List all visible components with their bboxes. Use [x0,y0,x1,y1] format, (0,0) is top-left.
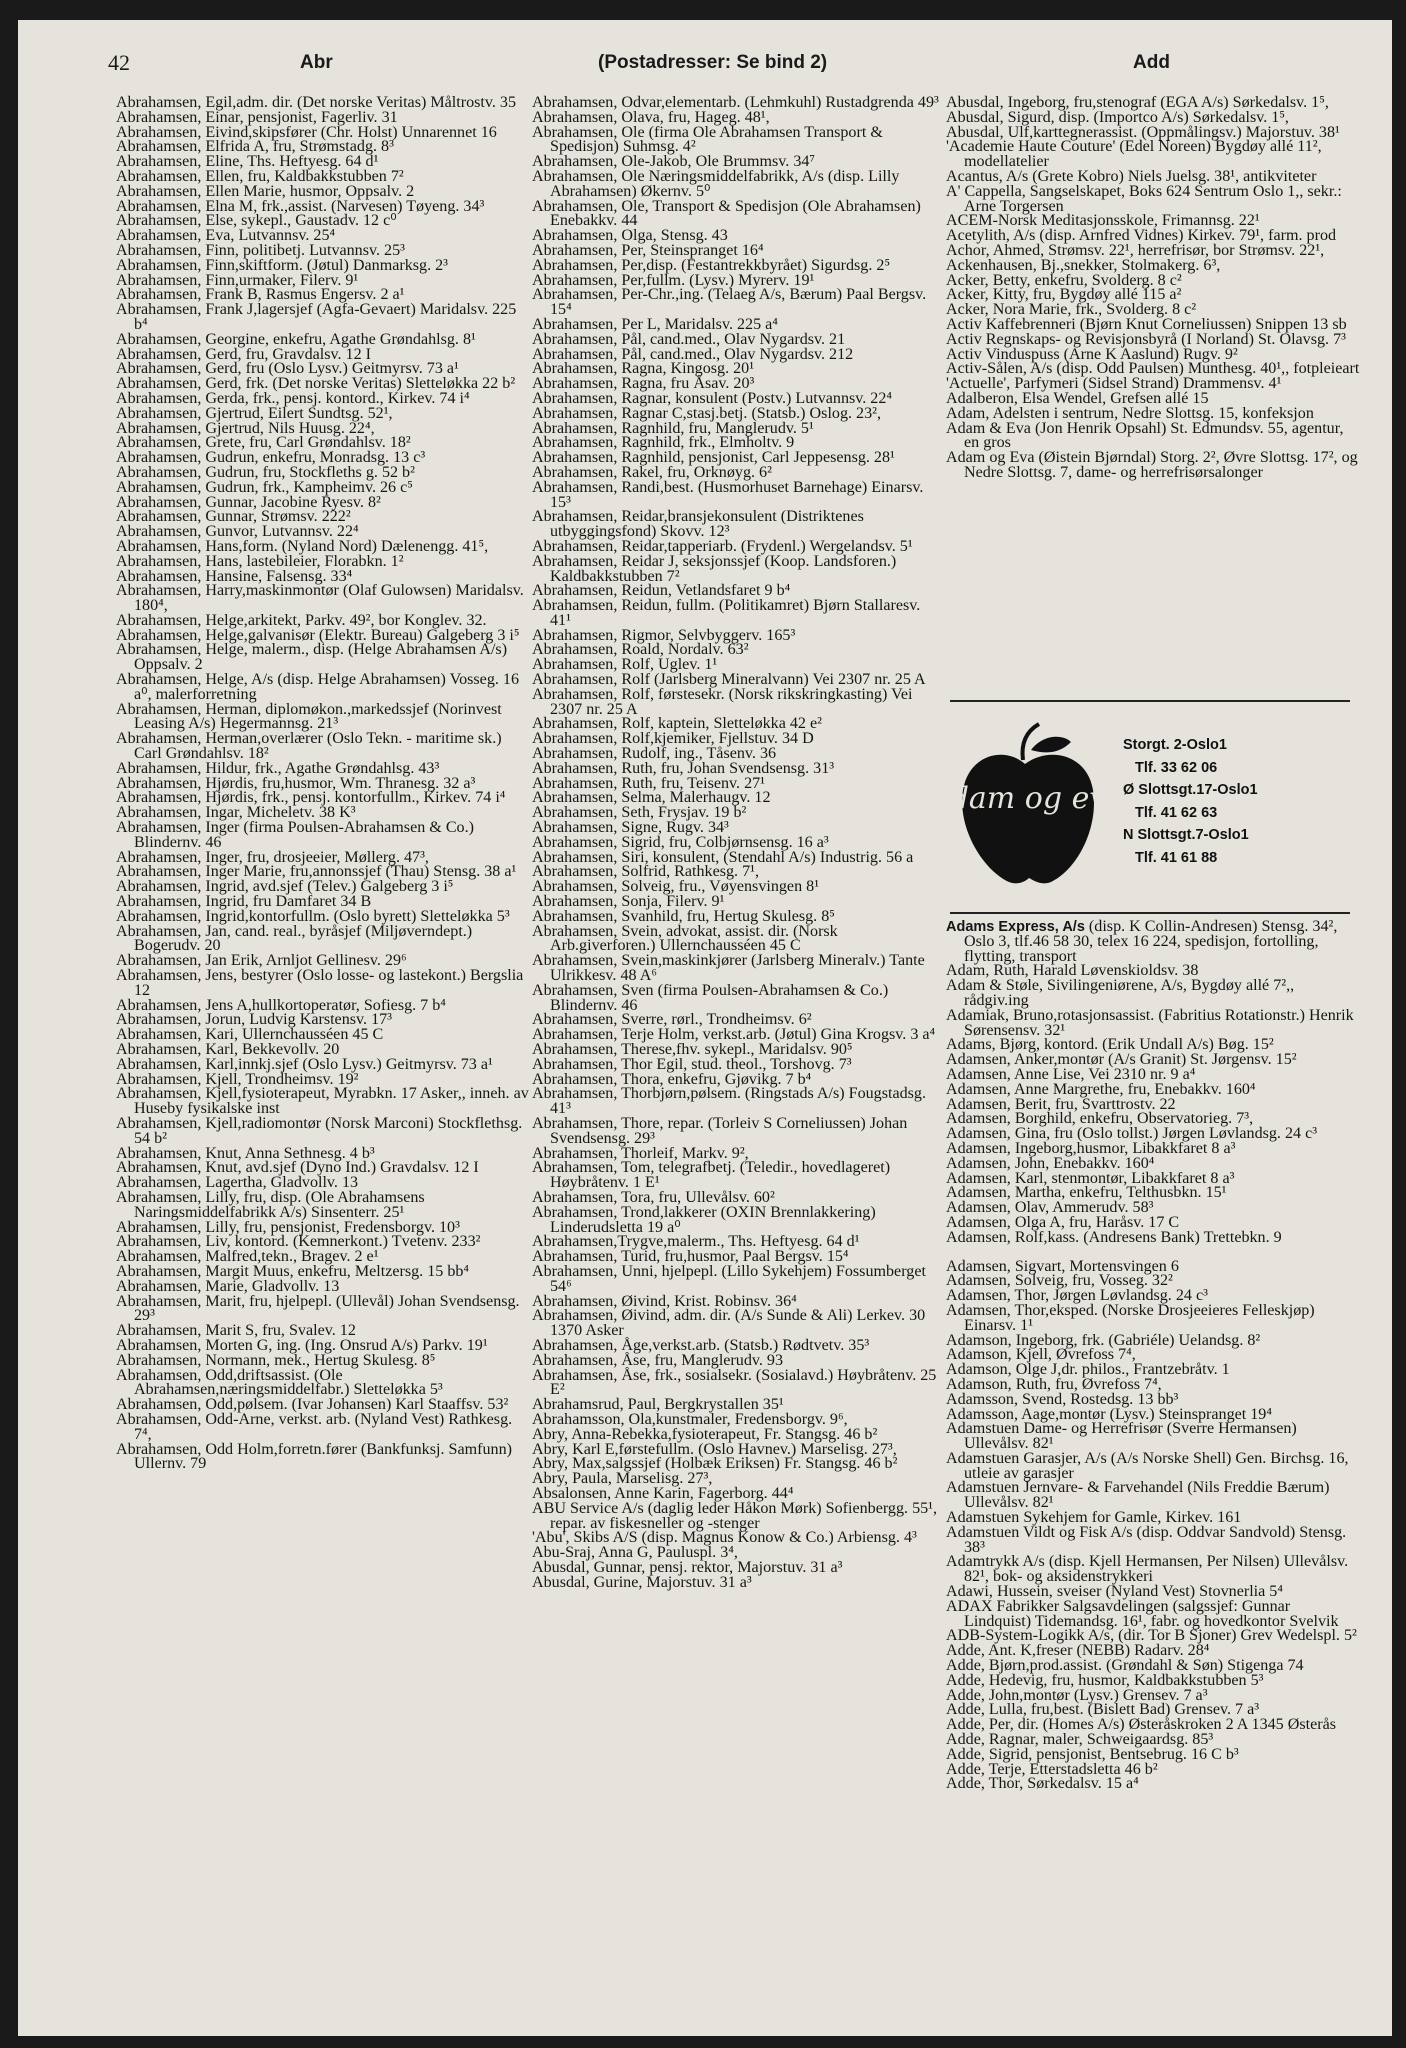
listing-entry: Adde, Ragnar, maler, Schweigaardsg. 85³ [946,1731,1214,1749]
listing-entry: Abrahamsen, Thor Egil, stud. theol., Torshovg. 7³ [532,1055,852,1073]
listing-entry: Abrahamsen, Sven (firma Poulsen-Abrahamsen & Co.) Blindernv. 46 [532,981,889,1014]
listing-entry: Activ Vinduspuss (Arne K Aaslund) Rugv. 9² [946,345,1238,363]
listing-entry: Abrahamsen, Elna M, frk.,assist. (Narvesen) Tøyeng. 34³ [116,197,485,215]
listing-entry: Abrahamsen, Gerd, fru (Oslo Lysv.) Geitmyrsv. 73 a¹ [116,360,459,378]
listing-entry: Abrahamsen, Else, sykepl., Gaustadv. 12 c⁰ [116,212,397,230]
listing-entry: Abrahamsen, Sigrid, fru, Colbjørnsensg. 16 a³ [532,833,829,851]
listing-entry: Abrahamsen, Per,disp. (Festantrekkbyrået) Sigurdsg. 2⁵ [532,256,891,274]
listing-entry: Abrahamsen, Ingrid, fru Damfaret 34 B [116,893,372,911]
listing-entry: Abrahamsen, Per-Chr.,ing. (Telaeg A/s, Bærum) Paal Bergsv. 15⁴ [532,286,927,319]
listing-entry: Abrahamsen, Lilly, fru, disp. (Ole Abrahamsens Naringsmiddelfabrikk A/s) Sinsenterr. 25¹ [116,1188,425,1221]
listing-entry: Adam, Ruth, Harald Løvenskioldsv. 38 [946,962,1199,980]
listing-entry: Abrahamsen, Lilly, fru, pensjonist, Fredensborgv. 10³ [116,1218,460,1236]
left-guide-word: Abr [300,52,333,73]
listing-entry: Abrahamsen, Harry,maskinmontør (Olaf Gulowsen) Maridalsv. 180⁴, [116,582,524,615]
listing-entry: ADB-System-Logikk A/s, (dir. Tor B Sjoner) Grev Wedelspl. 5² [946,1627,1357,1645]
listing-entry: Abrahamsen, Eivind,skipsfører (Chr. Holst) Unnarennet 16 [116,123,497,141]
listing-entry: Adamtrykk A/s (disp. Kjell Hermansen, Per Nilsen) Ullevålsv. 82¹, bok- og aksidenstrykkeri [946,1553,1349,1586]
listing-entry: Abrahamsen, Einar, pensjonist, Fagerliv. 31 [116,108,398,126]
listing-entry: Abrahamsen, Normann, mek., Hertug Skulesg. 8⁵ [116,1351,436,1369]
column-3-top [946,96,1360,481]
listing-entry: Achor, Ahmed, Strømsv. 22¹, herrefrisør, bor Strømsv. 22¹, [946,241,1325,259]
listing-entry: 'Abu', Skibs A/S (disp. Magnus Konow & Co.) Arbiensg. 4³ [532,1529,917,1547]
listing-entry: Abrahamsen, Ingrid,kontorfullm. (Oslo byrett) Sletteløkka 5³ [116,907,510,925]
listing-entry: Abrahamsen, Inger Marie, fru,annonssjef (Thau) Stensg. 38 a¹ [116,863,517,881]
listing-entry: Abrahamsen, Rudolf, ing., Tåsenv. 36 [532,745,777,763]
listing-entry: Adalberon, Elsa Wendel, Grefsen allé 15 [946,389,1209,407]
listing-entry: Abrahamsen, Rigmor, Selvbyggerv. 165³ [532,626,796,644]
ad-line: Ø Slottsgt.17-Oslo1 [1123,782,1258,798]
listing-entry: Abrahamsen, Øivind, adm. dir. (A/s Sunde & Ali) Lerkev. 30 1370 Asker [532,1307,926,1340]
listing-entry: Abrahamsen, Georgine, enkefru, Agathe Grøndahlsg. 8¹ [116,330,476,348]
listing-entry: Adam & Eva (Jon Henrik Opsahl) St. Edmundsv. 55, agentur, en gros [946,419,1344,452]
listing-entry: Adde, Terje, Etterstadsletta 46 b² [946,1760,1158,1778]
listing-entry: Acker, Betty, enkefru, Svolderg. 8 c² [946,271,1182,289]
listing-entry: Adamsen, Thor, Jørgen Løvlandsg. 24 c³ [946,1287,1208,1305]
listing-entry: Abrahamsen, Rolf (Jarlsberg Mineralvann) Vei 2307 nr. 25 A [532,671,926,689]
listing-entry: Abusdal, Gunnar, pensj. rektor, Majorstuv. 31 a³ [532,1558,843,1576]
listing-entry: Abrahamsen, Marit, fru, hjelpepl. (Ullevål) Johan Svendsensg. 29³ [116,1292,520,1325]
listing-entry: Abrahamsen, Hansine, Falsensg. 33⁴ [116,567,353,585]
listing-entry: Adamsen, Karl, stenmontør, Libakkfaret 8 a³ [946,1169,1235,1187]
listing-entry: Abrahamsen, Gunnar, Strømsv. 222² [116,508,351,526]
listing-entry: Abusdal, Sigurd, disp. (Importco A/s) Sørkedalsv. 1⁵, [946,108,1289,126]
listing-entry: Abrahamsen, Gerd, frk. (Det norske Veritas) Sletteløkka 22 b² [116,375,516,393]
listing-entry: Abrahamsen, Sverre, rørl., Trondheimsv. 6² [532,1011,812,1029]
listing-entry: ABU Service A/s (daglig leder Håkon Mørk) Sofienbergg. 55¹, repar. av fiskesneller og -stenger [532,1499,938,1532]
listing-entry: Abry, Karl E,førstefullm. (Oslo Havnev.) Marselisg. 27³, [532,1440,897,1458]
listing-entry: Abrahamsen, Gerda, frk., pensj. kontord., Kirkev. 74 i⁴ [116,389,470,407]
listing-entry: Abrahamsen, Svein,maskinkjører (Jarlsberg Mineralv.) Tante Ulrikkesv. 48 A⁶ [532,952,925,985]
listing-entry: Abrahamsen, Ole (firma Ole Abrahamsen Transport & Spedisjon) Suhmsg. 4² [532,123,883,156]
listing-entry: Abrahamsen, Helge, malerm., disp. (Helge Abrahamsen A/s) Oppsalv. 2 [116,641,508,674]
listing-entry: Adamson, Kjell, Øvrefoss 7⁴, [946,1346,1136,1364]
listing-entry: Adde, John,montør (Lysv.) Grensev. 7 a³ [946,1686,1208,1704]
listing-entry: Adamsen, Olga A, fru, Haråsv. 17 C [946,1213,1180,1231]
logo-text: adam og eva [931,781,1125,816]
column-2 [532,96,944,1590]
listing-entry: Abrahamsen, Selma, Malerhaugv. 12 [532,789,771,807]
listing-entry: Abrahamsen, Terje Holm, verkst.arb. (Jøtul) Gina Krogsv. 3 a⁴ [532,1026,936,1044]
listing-entry: Abrahamsen, Hans,form. (Nyland Nord) Dælenengg. 41⁵, [116,537,489,555]
listing-entry: Abrahamsen, Seth, Frysjav. 19 b² [532,804,747,822]
listing-entry: Abrahamsen, Rolf, kaptein, Sletteløkka 42 e² [532,715,822,733]
listing-entry: Abrahamsen, Ellen Marie, husmor, Oppsalv. 2 [116,182,415,200]
listing-entry: Adde, Per, dir. (Homes A/s) Østeråskroken 2 A 1345 Østerås [946,1716,1337,1734]
listing-entry: Abrahamsen, Elfrida A, fru, Strømstadg. 8³ [116,138,394,156]
listing-entry: Abrahamsen, Reidar,bransjekonsulent (Distriktenes utbyggingsfond) Skovv. 12³ [532,508,864,541]
apple-logo-icon [931,720,1125,895]
listing-entry: Abrahamsen, Solfrid, Rathkesg. 7¹, [532,863,759,881]
listing-entry: Adamstuen Sykehjem for Gamle, Kirkev. 161 [946,1509,1242,1527]
ad-line: Tlf. 41 62 63 [1135,804,1218,821]
ad-top-rule [950,700,1350,702]
listing-entry: Abrahamsen, Odd,driftsassist. (Ole Abrahamsen,næringsmiddelfabr.) Sletteløkka 5³ [116,1366,443,1399]
listing-entry: Adamstuen Vildt og Fisk A/s (disp. Oddvar Sandvold) Stensg. 38³ [946,1523,1347,1556]
listing-entry: Acker, Nora Marie, frk., Svolderg. 8 c² [946,301,1197,319]
ad-line: N Slottsgt.7-Oslo1 [1123,827,1249,843]
listing-entry: Adam & Støle, Sivilingeniørene, A/s, Bygdøy allé 7²,, rådgiv.ing [946,977,1295,1009]
listing-entry: Adamsen, Martha, enkefru, Telthusbkn. 15¹ [946,1184,1227,1202]
listing-entry: Adamsen, Solveig, fru, Vosseg. 32² [946,1272,1173,1290]
listing-entry: Abrahamsen, Ragnhild, frk., Elmholtv. 9 [532,434,795,452]
listing-entry: Abrahamsen, Rolf,kjemiker, Fjellstuv. 34 D [532,730,814,748]
listing-entry: Abrahamsen, Reidun, Vetlandsfaret 9 b⁴ [532,582,791,600]
listing-entry: Abrahamsen, Inger (firma Poulsen-Abrahamsen & Co.) Blindernv. 46 [116,819,474,851]
listing-entry: 'Actuelle', Parfymeri (Sidsel Strand) Drammensv. 4¹ [946,375,1282,393]
listing-entry: Abrahamsen, Åse, frk., sosialsekr. (Sosialavd.) Høybråtenv. 25 E² [532,1366,937,1399]
listing-entry: Abrahamsen, Inger, fru, drosjeeier, Møllerg. 47³, [116,848,429,866]
listing-entry: Adamsson, Svend, Rostedsg. 13 bb³ [946,1390,1179,1408]
listing-entry: Abrahamsen, Sonja, Filerv. 9¹ [532,893,725,911]
listing-entry: Abrahamsen, Finn, politibetj. Lutvannsv. 25³ [116,241,405,259]
listing-entry: Abrahamsen, Malfred,tekn., Bragev. 2 e¹ [116,1248,379,1266]
listing-entry: Abrahamsen, Randi,best. (Husmorhuset Barnehage) Einarsv. 15³ [532,478,924,511]
listing-entry: Abrahamsen, Gudrun, enkefru, Monradsg. 13 c³ [116,449,426,467]
listing-entry: Abrahamsen, Thorleif, Markv. 9², [532,1144,749,1162]
listing-entry: Abrahamsen, Odvar,elementarb. (Lehmkuhl) Rustadgrenda 49³ [532,94,939,111]
listing-entry: Abrahamsen, Hildur, frk., Agathe Grøndahlsg. 43³ [116,759,440,777]
listing-entry: Abrahamsen, Gerd, fru, Gravdalsv. 12 I [116,345,372,363]
listing-entry: Abrahamsen, Karl,innkj.sjef (Oslo Lysv.) Geitmyrsv. 73 a¹ [116,1055,493,1073]
ad-bottom-rule [950,912,1350,914]
listing-entry: Abrahamsen, Marie, Gladvollv. 13 [116,1277,340,1295]
listing-entry: Abrahamsen, Herman,overlærer (Oslo Tekn. - maritime sk.) Carl Grøndahlsv. 18² [116,730,502,763]
listing-entry: Abrahamsen, Turid, fru,husmor, Paal Bergsv. 15⁴ [532,1248,849,1266]
listing-entry: Acetylith, A/s (disp. Arnfred Vidnes) Kirkev. 79¹, farm. prod [946,227,1337,245]
listing-entry: Abrahamsen, Thora, enkefru, Gjøvikg. 7 b⁴ [532,1070,812,1088]
listing-entry: Abrahamsen, Roald, Nordalv. 63² [532,641,749,659]
listing-entry: Abrahamsen, Trond,lakkerer (OXIN Brennlakkering) Linderudsletta 19 a⁰ [532,1203,876,1236]
listing-entry: Abrahamsen, Eline, Ths. Heftyesg. 64 d¹ [116,153,379,171]
listing-entry: Abrahamsen, Rolf, førstesekr. (Norsk rikskringkasting) Vei 2307 nr. 25 A [532,685,913,718]
listing-entry: Abrahamsen, Helge,galvanisør (Elektr. Bureau) Galgeberg 3 i⁵ [116,626,520,644]
listing-entry: Abrahamsen, Ole, Transport & Spedisjon (Ole Abrahamsen) Enebakkv. 44 [532,197,921,230]
listing-entry: Abrahamsen, Jan, cand. real., byråsjef (Miljøverndept.) Bogerudv. 20 [116,922,473,955]
listing-entry: Abrahamsen, Finn,urmaker, Filerv. 9¹ [116,271,359,289]
listing-entry: Adamsen, Berit, fru, Svarttrostv. 22 [946,1095,1176,1113]
listing-entry: Abrahamsen, Karl, Bekkevollv. 20 [116,1041,340,1058]
listing-entry: Adawi, Hussein, sveiser (Nyland Vest) Stovnerlia 5⁴ [946,1583,1283,1601]
listing-entry: Abrahamsen, Therese,fhv. sykepl., Maridalsv. 90⁵ [532,1041,853,1058]
listing-entry: Abrahamsen, Kjell, Trondheimsv. 19² [116,1070,359,1088]
listing-entry: Adam, Adelsten i sentrum, Nedre Slottsg. 15, konfeksjon [946,404,1314,422]
listing-entry: Adamsen, Sigvart, Mortensvingen 6 [946,1257,1179,1275]
listing-entry: Abrahamsen, Reidar,tapperiarb. (Frydenl.) Wergelandsv. 5¹ [532,537,913,555]
listing-entry: Abrahamsen, Tora, fru, Ullevålsv. 60² [532,1188,775,1206]
listing-entry: 'Academie Haute Couture' (Edel Noreen) Bygdøy allé 11², modellatelier [946,138,1322,171]
listing-entry: Abrahamsen, Knut, avd.sjef (Dyno Ind.) Gravdalsv. 12 I [116,1159,479,1177]
listing-entry: Abrahamsen, Odd Holm,forretn.fører (Bankfunksj. Samfunn) Ullernv. 79 [116,1440,512,1473]
listing-entry: Abrahamsen, Ragnar C,stasj.betj. (Statsb.) Oslog. 23², [532,404,882,422]
listing-entry: Abrahamsrud, Paul, Bergkrystallen 35¹ [532,1396,784,1414]
listing-entry: Abrahamsen, Ruth, fru, Johan Svendsensg. 31³ [532,759,835,777]
listing-entry: Abrahamsen, Gudrun, frk., Kampheimv. 26 c⁵ [116,478,413,496]
listing-entry: Adde, Bjørn,prod.assist. (Grøndahl & Søn) Stigenga 74 [946,1657,1304,1675]
listing-entry: Abrahamsen, Per,fullm. (Lysv.) Myrerv. 19¹ [532,271,815,289]
listing-entry: Adde, Sigrid, pensjonist, Bentsebrug. 16 C b³ [946,1745,1239,1763]
listing-entry: Abrahamsen, Pål, cand.med., Olav Nygardsv. 21 [532,330,846,348]
listing-entry: Abrahamsen, Ragna, Kingosg. 20¹ [532,360,755,378]
listing-entry: Adde, Lulla, fru,best. (Bislett Bad) Grensev. 7 a³ [946,1701,1260,1719]
listing-entry: Abrahamsen, Grete, fru, Carl Grøndahlsv. 18² [116,434,411,452]
listing-entry: Abrahamsen, Jorun, Ludvig Karstensv. 17³ [116,1011,392,1029]
bold-listing-name: Adams Express, A/s [946,919,1085,935]
listing-entry: Abrahamsen, Gjertrud, Eilert Sundtsg. 52¹, [116,404,393,422]
listing-entry: Abrahamsen, Svanhild, fru, Hertug Skulesg. 8⁵ [532,907,835,925]
listing-entry: Abu-Sraj, Anna G, Pauluspl. 3⁴, [532,1544,738,1562]
listing-entry: Abrahamsen, Rolf, Uglev. 1¹ [532,656,718,674]
page-header [18,50,1392,84]
listing-entry: Adamsen, Ingeborg,husmor, Libakkfaret 8 a³ [946,1139,1236,1157]
listing-entry: Abrahamsen, Helge, A/s (disp. Helge Abrahamsen) Vosseg. 16 a⁰, malerforretning [116,671,520,703]
listing-entry: Abrahamsen, Hans, lastebileier, Florabkn. 1² [116,552,404,570]
listing-entry: Abrahamsen, Gjertrud, Nils Huusg. 22⁴, [116,419,375,437]
listing-entry: Abrahamsen, Odd,pølsem. (Ivar Johansen) Karl Staaffsv. 53² [116,1396,509,1414]
listing-entry: Activ Regnskaps- og Revisjonsbyrå (I Norland) St. Olavsg. 7³ [946,330,1346,348]
listing-entry: Adamiak, Bruno,rotasjonsassist. (Fabritius Rotationstr.) Henrik Sørensensv. 32¹ [946,1006,1354,1039]
listing-entry: Adamstuen Garasjer, A/s (A/s Norske Shell) Gen. Birchsg. 16, utleie av garasjer [946,1449,1349,1482]
listing-entry: Abrahamsen, Frank B, Rasmus Engersv. 2 a¹ [116,286,405,304]
column-3-bottom [946,920,1360,1792]
listing-entry: Adde, Ant. K,freser (NEBB) Radarv. 28⁴ [946,1642,1210,1660]
listing-entry: Abrahamsen, Hjørdis, frk., pensj. kontorfullm., Kirkev. 74 i⁴ [116,789,506,807]
listing-entry: Abrahamsen, Ragnar, konsulent (Postv.) Lutvannsv. 22⁴ [532,389,893,407]
listing-entry: Adamsen, Olav, Ammerudv. 58³ [946,1199,1154,1217]
listing-entry: Abrahamsen, Ruth, fru, Teisenv. 27¹ [532,774,765,792]
listing-entry: Abrahamsen, Unni, hjelpepl. (Lillo Sykehjem) Fossumberget 54⁶ [532,1262,926,1295]
listing-entry: Abrahamsen, Kjell,fysioterapeut, Myrabkn. 17 Asker,, inneh. av Huseby fysikalske inst [116,1085,529,1118]
listing-entry: Abrahamsen, Per, Steinspranget 16⁴ [532,241,764,259]
listing-entry: Adamsen, Anne Margrethe, fru, Enebakkv. 160⁴ [946,1080,1256,1098]
listing-entry: Adamson, Ruth, fru, Øvrefoss 7⁴, [946,1375,1162,1393]
listing-entry: Abrahamsen, Knut, Anna Sethnesg. 4 b³ [116,1144,375,1162]
listing-entry: Abrahamsen, Frank J,lagersjef (Agfa-Gevaert) Maridalsv. 225 b⁴ [116,301,517,333]
listing-entry: Abrahamsen, Åge,verkst.arb. (Statsb.) Rødtvetv. 35³ [532,1336,870,1354]
listing-entry: Abrahamsen, Finn,skiftform. (Jøtul) Danmarksg. 2³ [116,256,449,274]
listing-entry: Abrahamsen, Margit Muus, enkefru, Meltzersg. 15 bb⁴ [116,1262,470,1280]
listing-entry: Adde, Thor, Sørkedalsv. 15 a⁴ [946,1775,1139,1793]
ad-address-lines [1123,734,1258,869]
listing-entry: Adamstuen Dame- og Herrefrisør (Sverre Hermansen) Ullevålsv. 82¹ [946,1420,1297,1453]
listing-entry: Abrahamsson, Ola,kunstmaler, Fredensborgv. 9⁶, [532,1410,848,1428]
listing-entry: Abrahamsen, Gunnar, Jacobine Ryesv. 8² [116,493,381,511]
listing-entry: Abrahamsen, Solveig, fru., Vøyensvingen 8¹ [532,878,820,896]
listing-entry: Abrahamsen, Egil,adm. dir. (Det norske Veritas) Måltrostv. 35 [116,94,517,111]
listing-entry [946,920,1360,964]
listing-entry: Acantus, A/s (Grete Kobro) Niels Juelsg. 38¹, antikviteter [946,167,1317,185]
listing-entry: Abrahamsen, Kjell,radiomontør (Norsk Marconi) Stockflethsg. 54 b² [116,1114,523,1147]
listing-entry: Abrahamsen, Reidun, fullm. (Politikamret) Bjørn Stallaresv. 41¹ [532,597,921,629]
listing-entry: Adamson, Olge J,dr. philos., Frantzebråtv. 1 [946,1361,1230,1379]
listing-entry: Abrahamsen, Ingrid, avd.sjef (Telev.) Galgeberg 3 i⁵ [116,878,454,896]
listing-entry: Abusdal, Ingeborg, fru,stenograf (EGA A/s) Sørkedalsv. 1⁵, [946,94,1329,111]
listing-entry: Abrahamsen, Morten G, ing. (Ing. Onsrud A/s) Parkv. 19¹ [116,1336,488,1354]
page-number: 42 [108,50,130,75]
column-1 [116,96,530,1472]
right-guide-word: Add [1133,52,1170,73]
listing-entry: Abrahamsen, Liv, kontord. (Kemnerkont.) Tvetenv. 233² [116,1233,481,1251]
listing-entry: Abrahamsen, Marit S, fru, Svalev. 12 [116,1322,356,1340]
listing-entry: Abrahamsen, Jens, bestyrer (Oslo losse- og lastekont.) Bergslia 12 [116,967,524,999]
listing-entry: Abrahamsen, Per L, Maridalsv. 225 a⁴ [532,315,778,333]
listing-entry: Abrahamsen, Gudrun, fru, Stockfleths g. 52 b² [116,463,415,481]
listing-entry: Adamsen, Anne Lise, Vei 2310 nr. 9 a⁴ [946,1065,1196,1083]
listing-entry: Adde, Hedevig, fru, husmor, Kaldbakkstubben 5³ [946,1671,1264,1689]
listing-entry: Abrahamsen, Svein, advokat, assist. dir. (Norsk Arb.giverforen.) Ullernchausséen 45 C [532,922,838,955]
listing-entry: Abrahamsen, Ragnhild, fru, Manglerudv. 5¹ [532,419,814,437]
listing-entry: Abrahamsen, Thore, repar. (Torleiv S Corneliussen) Johan Svendsensg. 29³ [532,1114,908,1147]
listing-entry: Abrahamsen, Ingar, Micheletv. 38 K³ [116,804,356,822]
listing-entry: Abrahamsen, Åse, fru, Manglerudv. 93 [532,1351,784,1369]
listing-entry: Abry, Paula, Marselisg. 27³, [532,1470,713,1488]
listing-entry: Abrahamsen, Kari, Ullernchausséen 45 C [116,1026,384,1044]
listing-entry: Adams, Bjørg, kontord. (Erik Undall A/s) Bøg. 15² [946,1036,1274,1054]
listing-entry: Abrahamsen,Trygve,malerm., Ths. Heftyesg. 64 d¹ [532,1233,860,1251]
listing-entry: Abrahamsen, Ragnhild, pensjonist, Carl Jeppesensg. 28¹ [532,449,895,467]
ad-line: Tlf. 41 61 88 [1135,849,1218,866]
listing-entry: Abry, Anna-Rebekka,fysioterapeut, Fr. Stangsg. 46 b² [532,1425,878,1443]
listing-entry: Abrahamsen, Odd-Arne, verkst. arb. (Nyland Vest) Rathkesg. 7⁴, [116,1410,513,1443]
listing-entry: Abrahamsen, Siri, konsulent, (Stendahl A/s) Industrig. 56 a [532,848,914,866]
listing-entry: Abusdal, Gurine, Majorstuv. 31 a³ [532,1573,752,1591]
listing-entry: A' Cappella, Sangselskapet, Boks 624 Sentrum Oslo 1,, sekr.: Arne Torgersen [946,182,1342,215]
directory-page [18,20,1392,2036]
listing-entry: Abrahamsen, Gunvor, Lutvannsv. 22⁴ [116,523,359,541]
listing-entry: ADAX Fabrikker Salgsavdelingen (salgssjef: Gunnar Lindquist) Tidemandsg. 16¹, fabr. og hovedkontor Svelvik [946,1597,1339,1630]
listing-entry: Abrahamsen, Jens A,hullkortoperatør, Sofiesg. 7 b⁴ [116,996,446,1014]
listing-entry: Adam og Eva (Øistein Bjørndal) Storg. 2², Øvre Slottsg. 17², og Nedre Slottsg. 7, dame- og herrefrisørsalonger [946,449,1358,481]
listing-entry: Abrahamsen, Herman, diplomøkon.,markedssjef (Norinvest Leasing A/s) Hegermannsg. 21³ [116,700,502,733]
listing-entry: ACEM-Norsk Meditasjonsskole, Frimannsg. 22¹ [946,212,1260,230]
listing-entry: Ackenhausen, Bj.,snekker, Stolmakerg. 6³, [946,256,1221,274]
ad-line: Storgt. 2-Oslo1 [1123,737,1227,753]
listing-entry: Abrahamsen, Signe, Rugv. 34³ [532,819,729,837]
listing-entry: Adamsen, Borghild, enkefru, Observatorieg. 7³, [946,1110,1254,1128]
listing-entry: Abusdal, Ulf,karttegnerassist. (Oppmålingsv.) Majorstuv. 38¹ [946,123,1340,141]
listing-entry: Adamsen, Thor,eksped. (Norske Drosjeeieres Felleskjøp) Einarsv. 1¹ [946,1301,1315,1334]
listing-entry: Abrahamsen, Thorbjørn,pølsem. (Ringstads A/s) Fougstadsg. 41³ [532,1085,926,1118]
listing-entry: Abrahamsen, Jan Erik, Arnljot Gellinesv. 29⁶ [116,952,407,970]
listing-entry: Adamsen, Rolf,kass. (Andresens Bank) Trettebkn. 9 [946,1228,1282,1246]
listing-entry: Abrahamsen, Ellen, fru, Kaldbakkstubben 7² [116,167,404,185]
listing-entry: Abrahamsen, Øivind, Krist. Robinsv. 36⁴ [532,1292,797,1310]
listing-entry: Adamson, Ingeborg, frk. (Gabriéle) Uelandsg. 8² [946,1331,1261,1349]
listing-entry: Abry, Max,salgssjef (Holbæk Eriksen) Fr. Stangsg. 46 b² [532,1455,898,1473]
listing-entry: Acker, Kitty, fru, Bygdøy allé 115 a² [946,286,1182,304]
listing-entry: Abrahamsen, Olava, fru, Hageg. 48¹, [532,108,770,126]
listing-entry: Abrahamsen, Ole Næringsmiddelfabrikk, A/s (disp. Lilly Abrahamsen) Økernv. 5⁰ [532,167,900,200]
listing-entry: Abrahamsen, Eva, Lutvannsv. 25⁴ [116,227,336,245]
listing-entry: Adamsen, Anker,montør (A/s Granit) St. Jørgensv. 15² [946,1051,1297,1069]
listing-entry: Abrahamsen, Helge,arkitekt, Parkv. 49², bor Konglev. 32. [116,611,487,629]
listing-entry: Abrahamsen, Hjørdis, fru,husmor, Wm. Thranesg. 32 a³ [116,774,476,792]
listing-entry: Abrahamsen, Ole-Jakob, Ole Brummsv. 34⁷ [532,153,816,171]
header-note: (Postadresser: Se bind 2) [598,52,828,73]
ad-line: Tlf. 33 62 06 [1135,759,1218,776]
listing-entry: Abrahamsen, Lagertha, Gladvollv. 13 [116,1174,359,1192]
listing-entry: Abrahamsen, Pål, cand.med., Olav Nygardsv. 212 [532,345,854,363]
listing-entry: Adamsson, Aage,montør (Lysv.) Steinspranget 19⁴ [946,1405,1272,1423]
listing-entry: Abrahamsen, Ragna, fru Åsav. 20³ [532,375,755,393]
listing-entry: Activ Kaffebrenneri (Bjørn Knut Corneliussen) Snippen 13 sb [946,315,1347,333]
listing-entry: Absalonsen, Anne Karin, Fagerborg. 44⁴ [532,1484,794,1502]
listing-entry: Abrahamsen, Tom, telegrafbetj. (Teledir., hovedlageret) Høybråtenv. 1 E¹ [532,1159,891,1192]
listing-text: (disp. K Collin-Andresen) Stensg. 34², Oslo 3, tlf.46 58 30, telex 16 224, spedisjon, fortolling, flytting, transport [964,918,1338,965]
listing-entry: Activ-Sålen, A/s (disp. Odd Paulsen) Munthesg. 40¹,, fotpleieart [946,360,1360,378]
adam-og-eva-advertisement [931,720,1353,900]
listing-entry: Adamsen, John, Enebakkv. 160⁴ [946,1154,1155,1172]
listing-entry: Abrahamsen, Olga, Stensg. 43 [532,227,728,245]
listing-entry: Abrahamsen, Rakel, fru, Orknøyg. 6² [532,463,772,481]
listing-entry: Abrahamsen, Reidar J, seksjonssjef (Koop. Landsforen.) Kaldbakkstubben 7² [532,552,897,585]
listing-entry: Adamsen, Gina, fru (Oslo tollst.) Jørgen Løvlandsg. 24 c³ [946,1125,1318,1143]
listing-entry: Adamstuen Jernvare- & Farvehandel (Nils Freddie Bærum) Ullevålsv. 82¹ [946,1479,1330,1512]
